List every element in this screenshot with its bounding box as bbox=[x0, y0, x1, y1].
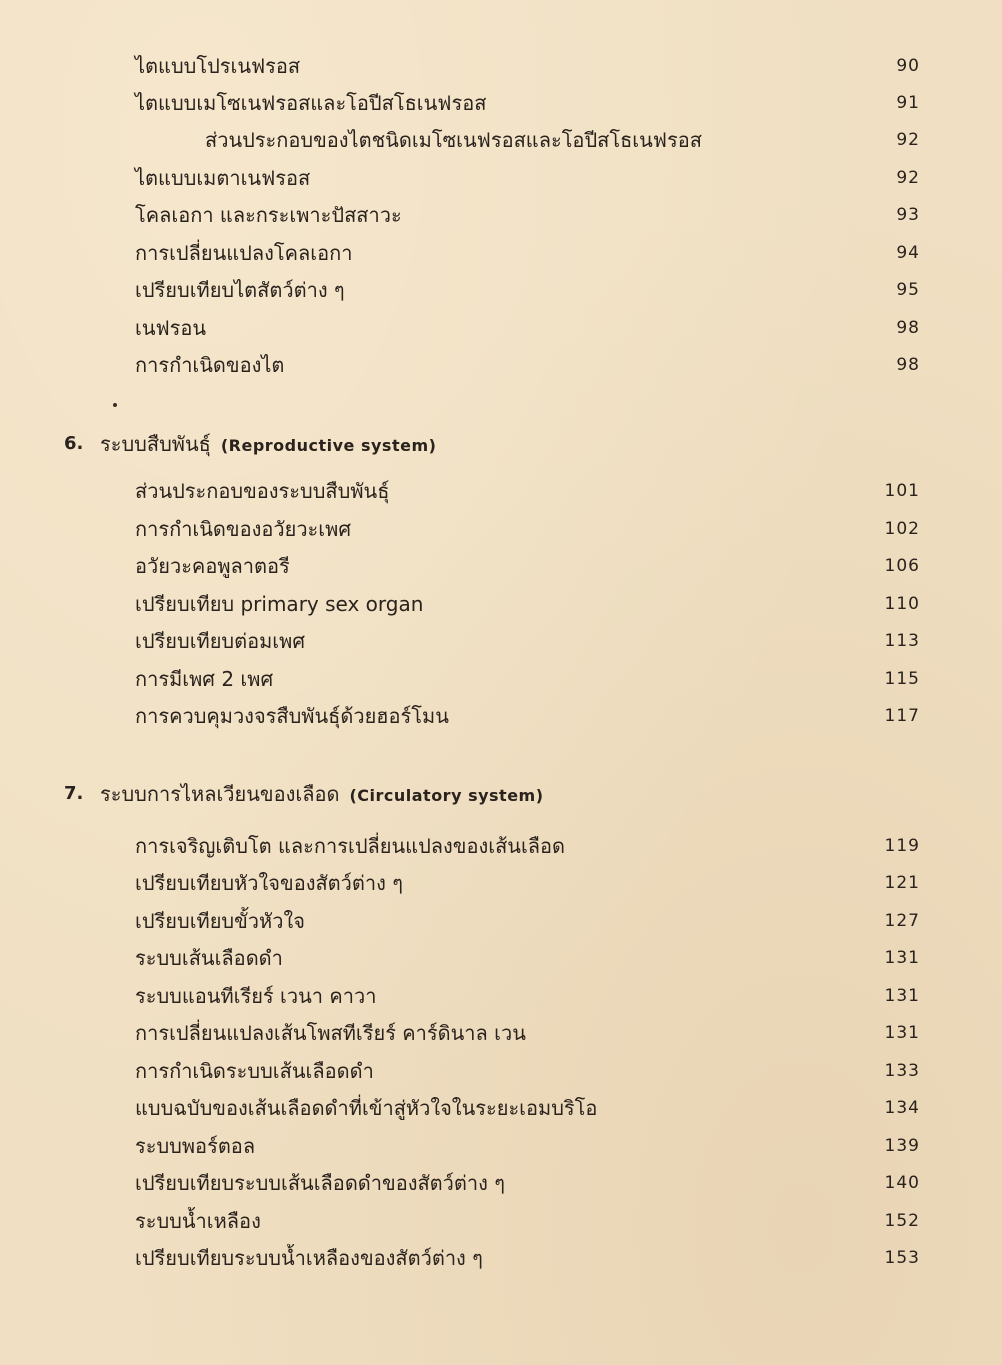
entry-page: 115 bbox=[884, 669, 920, 689]
entry-page: 140 bbox=[884, 1173, 920, 1193]
entry-page: 139 bbox=[884, 1136, 920, 1156]
entry-title: การควบคุมวงจรสืบพันธุ์ด้วยฮอร์โมน bbox=[135, 704, 449, 728]
entry-page: 92 bbox=[896, 130, 920, 150]
entry-page: 110 bbox=[884, 594, 920, 614]
entry-title: เนฟรอน bbox=[135, 316, 207, 340]
toc-entry bbox=[0, 312, 1002, 344]
entry-page: 119 bbox=[884, 836, 920, 856]
entry-title: โคลเอกา และกระเพาะปัสสาวะ bbox=[135, 203, 402, 227]
entry-page: 134 bbox=[884, 1098, 920, 1118]
toc-entry bbox=[0, 199, 1002, 231]
entry-title: แบบฉบับของเส้นเลือดดำที่เข้าสู่หัวใจในระยะเอมบริโอ bbox=[135, 1096, 598, 1120]
entry-title: ระบบน้ำเหลือง bbox=[135, 1209, 261, 1233]
entry-page: 133 bbox=[884, 1061, 920, 1081]
entry-title: การกำเนิดของอวัยวะเพศ bbox=[135, 517, 352, 541]
toc-entry bbox=[0, 87, 1002, 119]
toc-entry bbox=[0, 980, 1002, 1012]
entry-title: ส่วนประกอบของระบบสืบพันธุ์ bbox=[135, 479, 390, 503]
toc-entry bbox=[0, 700, 1002, 732]
entry-page: 131 bbox=[884, 948, 920, 968]
entry-page: 131 bbox=[884, 1023, 920, 1043]
entry-page: 127 bbox=[884, 911, 920, 931]
entry-page: 117 bbox=[884, 706, 920, 726]
entry-title: ส่วนประกอบของไตชนิดเมโซเนฟรอสและโอปีสโธเนฟรอส bbox=[205, 128, 702, 152]
entry-title: การมีเพศ 2 เพศ bbox=[135, 667, 274, 691]
entry-title: การกำเนิดของไต bbox=[135, 353, 285, 377]
entry-page: 106 bbox=[884, 556, 920, 576]
toc-entry bbox=[0, 162, 1002, 194]
toc-entry bbox=[0, 1205, 1002, 1237]
toc-entry bbox=[0, 942, 1002, 974]
toc-entry bbox=[0, 1092, 1002, 1124]
entry-page: 102 bbox=[884, 519, 920, 539]
entry-title: อวัยวะคอพูลาตอรี bbox=[135, 554, 290, 578]
entry-page: 92 bbox=[896, 168, 920, 188]
entry-title: การเปลี่ยนแปลงโคลเอกา bbox=[135, 241, 353, 265]
entry-title: เปรียบเทียบระบบเส้นเลือดดำของสัตว์ต่าง ๆ bbox=[135, 1171, 505, 1195]
entry-page: 93 bbox=[896, 205, 920, 225]
entry-title: ไตแบบโปรเนฟรอส bbox=[135, 54, 301, 78]
toc-subentry bbox=[0, 124, 1002, 156]
toc-entry bbox=[0, 830, 1002, 862]
entry-page: 113 bbox=[884, 631, 920, 651]
entry-title: เปรียบเทียบหัวใจของสัตว์ต่าง ๆ bbox=[135, 871, 403, 895]
section-heading bbox=[0, 778, 1002, 810]
toc-entry bbox=[0, 1055, 1002, 1087]
toc-entry bbox=[0, 625, 1002, 657]
section-title-thai: ระบบสืบพันธุ์ bbox=[100, 432, 211, 456]
toc-entry bbox=[0, 905, 1002, 937]
entry-page: 101 bbox=[884, 481, 920, 501]
toc-entry bbox=[0, 513, 1002, 545]
toc-entry bbox=[0, 1130, 1002, 1162]
section-title-english: (Circulatory system) bbox=[349, 786, 544, 805]
toc-entry bbox=[0, 1167, 1002, 1199]
entry-page: 90 bbox=[896, 56, 920, 76]
toc-entry bbox=[0, 1242, 1002, 1274]
entry-page: 95 bbox=[896, 280, 920, 300]
entry-page: 98 bbox=[896, 318, 920, 338]
entry-page: 98 bbox=[896, 355, 920, 375]
entry-title: การกำเนิดระบบเส้นเลือดดำ bbox=[135, 1059, 374, 1083]
toc-entry bbox=[0, 50, 1002, 82]
toc-entry bbox=[0, 550, 1002, 582]
entry-title: ระบบพอร์ตอล bbox=[135, 1134, 256, 1158]
entry-title: เปรียบเทียบขั้วหัวใจ bbox=[135, 909, 305, 933]
toc-entry bbox=[0, 588, 1002, 620]
entry-page: 152 bbox=[884, 1211, 920, 1231]
entry-title: เปรียบเทียบต่อมเพศ bbox=[135, 629, 306, 653]
entry-page: 131 bbox=[884, 986, 920, 1006]
toc-entry bbox=[0, 274, 1002, 306]
section-title-english: (Reproductive system) bbox=[220, 436, 437, 455]
entry-page: 153 bbox=[884, 1248, 920, 1268]
toc-entry bbox=[0, 237, 1002, 269]
toc-entry bbox=[0, 475, 1002, 507]
toc-entry bbox=[0, 1017, 1002, 1049]
entry-page: 94 bbox=[896, 243, 920, 263]
entry-title: ไตแบบเมโซเนฟรอสและโอปีสโธเนฟรอส bbox=[135, 91, 487, 115]
section-number: 6. bbox=[64, 433, 84, 454]
ink-speck bbox=[113, 403, 117, 407]
entry-title: เปรียบเทียบ primary sex organ bbox=[135, 592, 424, 616]
section-title-thai: ระบบการไหลเวียนของเลือด bbox=[100, 782, 340, 806]
entry-title: เปรียบเทียบระบบน้ำเหลืองของสัตว์ต่าง ๆ bbox=[135, 1246, 483, 1270]
entry-title: เปรียบเทียบไตสัตว์ต่าง ๆ bbox=[135, 278, 345, 302]
entry-title: ระบบแอนทีเรียร์ เวนา คาวา bbox=[135, 984, 377, 1008]
entry-title: การเจริญเติบโต และการเปลี่ยนแปลงของเส้นเลือด bbox=[135, 834, 566, 858]
section-heading bbox=[0, 428, 1002, 460]
entry-page: 91 bbox=[896, 93, 920, 113]
toc-entry bbox=[0, 663, 1002, 695]
entry-title: การเปลี่ยนแปลงเส้นโพสทีเรียร์ คาร์ดินาล เวน bbox=[135, 1021, 526, 1045]
entry-title: ไตแบบเมตาเนฟรอส bbox=[135, 166, 311, 190]
section-title bbox=[100, 778, 544, 812]
section-title bbox=[100, 428, 436, 462]
toc-entry bbox=[0, 349, 1002, 381]
entry-title: ระบบเส้นเลือดดำ bbox=[135, 946, 283, 970]
toc-entry bbox=[0, 867, 1002, 899]
entry-page: 121 bbox=[884, 873, 920, 893]
section-number: 7. bbox=[64, 783, 84, 804]
